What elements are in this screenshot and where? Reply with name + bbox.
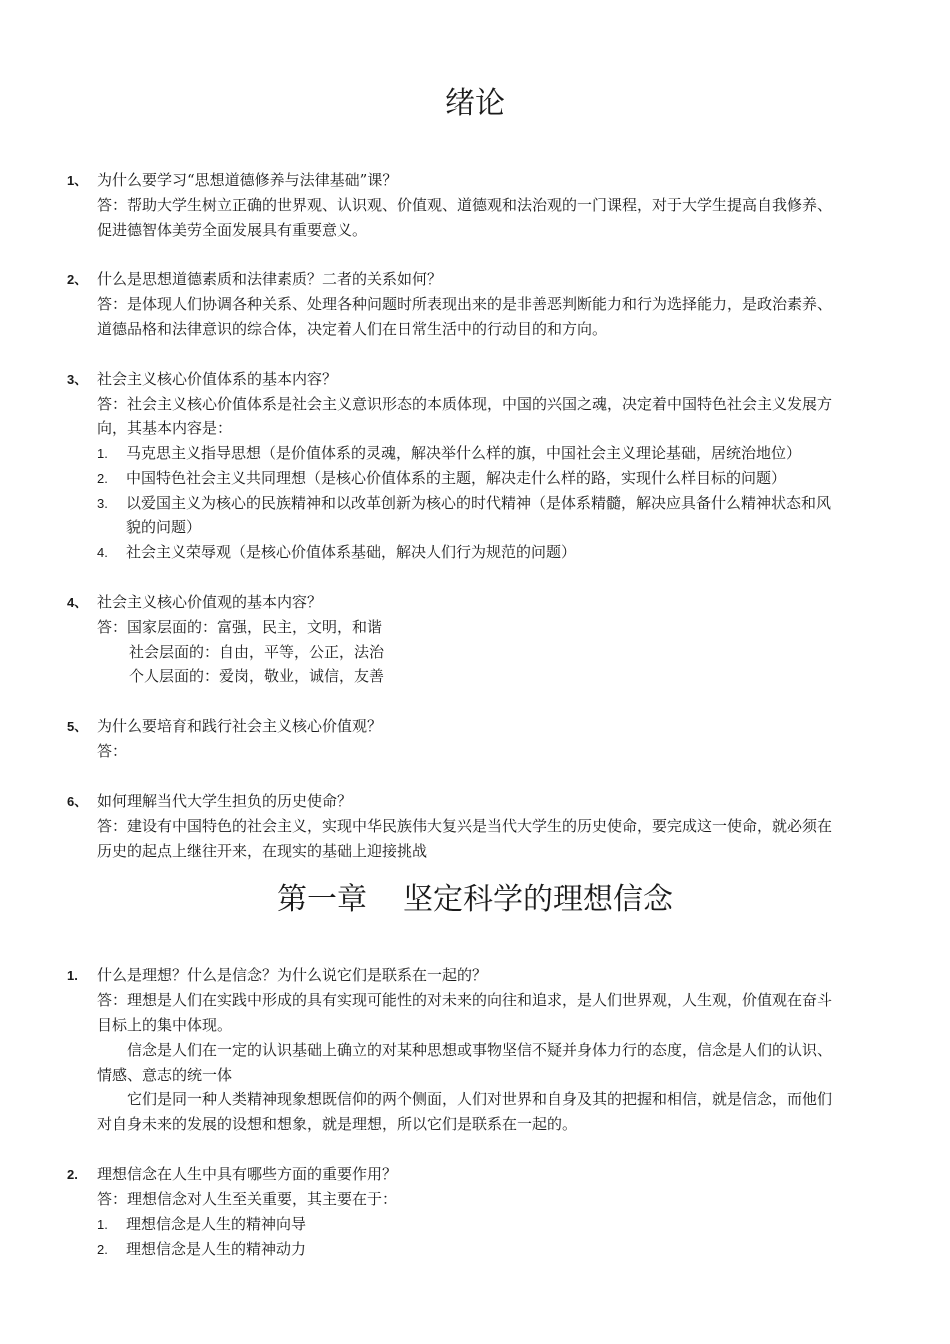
- intro-question-2: [0, 267, 950, 292]
- list-number: 1.: [97, 1217, 108, 1232]
- question-text: 为什么要培育和践行社会主义核心价值观？: [97, 717, 383, 735]
- answer-line: 答：是体现人们协调各种关系、处理各种问题时所表现出来的是非善恶判断能力和行为选择能力，是政治素养、: [97, 295, 833, 313]
- question-text: 社会主义核心价值观的基本内容？: [97, 593, 323, 611]
- question-number: 3、: [67, 372, 88, 387]
- answer-paragraph-line: 它们是同一种人类精神现象想既信仰的两个侧面，人们对世界和自身及其的把握和相信，就是信念，而他们: [127, 1090, 833, 1108]
- answer-line: 目标上的集中体现。: [97, 1016, 233, 1034]
- list-text: 社会主义荣辱观（是核心价值体系基础，解决人们行为规范的问题）: [126, 543, 577, 561]
- question-number: 2、: [67, 272, 88, 287]
- question-number: 1、: [67, 173, 88, 188]
- answer-line: 促进德智体美劳全面发展具有重要意义。: [97, 221, 368, 239]
- list-number: 2.: [97, 471, 108, 486]
- chapter1-question-1: [0, 963, 950, 988]
- answer-line: 道德品格和法律意识的综合体，决定着人们在日常生活中的行动目的和方向。: [97, 320, 608, 338]
- answer-line: 向，其基本内容是：: [97, 419, 233, 437]
- list-text: 中国特色社会主义共同理想（是核心价值体系的主题，解决走什么样的路，实现什么样目标的问题）: [126, 469, 787, 487]
- list-number: 4.: [97, 545, 108, 560]
- question-text: 为什么要学习“思想道德修养与法律基础”课？: [97, 171, 398, 189]
- answer-paragraph-line: 信念是人们在一定的认识基础上确立的对某种思想或事物坚信不疑并身体力行的态度，信念是人们的认识、: [127, 1041, 833, 1059]
- list-number: 2.: [97, 1242, 108, 1257]
- chapter-title: 坚定科学的理想信念: [403, 882, 673, 917]
- list-text: 貌的问题）: [126, 518, 202, 536]
- question-number: 2.: [67, 1167, 78, 1182]
- question-number: 4、: [67, 595, 88, 610]
- answer-line: 答：帮助大学生树立正确的世界观、认识观、价值观、道德观和法治观的一门课程，对于大学生提高自我修养、: [97, 196, 833, 214]
- list-text: 马克思主义指导思想（是价值体系的灵魂，解决举什么样的旗，中国社会主义理论基础，居统治地位）: [126, 444, 802, 462]
- question-text: 什么是思想道德素质和法律素质？二者的关系如何？: [97, 270, 443, 288]
- list-number: 3.: [97, 496, 108, 511]
- intro-question-1: [0, 168, 950, 193]
- question-text: 社会主义核心价值体系的基本内容？: [97, 370, 338, 388]
- question-number: 5、: [67, 719, 88, 734]
- question-number: 6、: [67, 794, 88, 809]
- answer-line: 社会层面的：自由，平等，公正，法治: [129, 643, 385, 661]
- chapter-number: 第一章: [277, 882, 367, 917]
- chapter1-heading: [0, 880, 950, 920]
- answer-line: 答：建设有中国特色的社会主义，实现中华民族伟大复兴是当代大学生的历史使命，要完成这一使命，就必须在: [97, 817, 833, 835]
- intro-question-5: [0, 714, 950, 739]
- list-text: 理想信念是人生的精神动力: [126, 1240, 307, 1258]
- answer-line: 答：: [97, 742, 128, 760]
- question-text: 理想信念在人生中具有哪些方面的重要作用？: [97, 1165, 398, 1183]
- answer-line: 历史的起点上继往开来，在现实的基础上迎接挑战: [97, 842, 428, 860]
- question-text: 什么是理想？什么是信念？为什么说它们是联系在一起的？: [97, 966, 488, 984]
- intro-question-3: [0, 367, 950, 392]
- list-text: 以爱国主义为核心的民族精神和以改革创新为核心的时代精神（是体系精髓，解决应具备什么精神状态和风: [126, 494, 832, 512]
- answer-line: 个人层面的：爱岗，敬业，诚信，友善: [129, 667, 385, 685]
- question-number: 1.: [67, 968, 78, 983]
- answer-line: 答：理想是人们在实践中形成的具有实现可能性的对未来的向往和追求，是人们世界观，人生观，价值观在奋斗: [97, 991, 833, 1009]
- list-text: 理想信念是人生的精神向导: [126, 1215, 307, 1233]
- intro-question-6: [0, 789, 950, 814]
- answer-paragraph-line: 对自身未来的发展的设想和想象，就是理想，所以它们是联系在一起的。: [97, 1115, 578, 1133]
- answer-line: 答：社会主义核心价值体系是社会主义意识形态的本质体现，中国的兴国之魂，决定着中国特色社会主义发展方: [97, 395, 833, 413]
- list-number: 1.: [97, 446, 108, 461]
- answer-line: 答：国家层面的：富强，民主，文明，和谐: [97, 618, 383, 636]
- answer-paragraph-line: 情感、意志的统一体: [97, 1066, 233, 1084]
- answer-line: 答：理想信念对人生至关重要，其主要在于：: [97, 1190, 398, 1208]
- intro-question-4: [0, 590, 950, 615]
- chapter1-question-2: [0, 1162, 950, 1187]
- intro-heading: 绪论: [445, 86, 505, 121]
- question-text: 如何理解当代大学生担负的历史使命？: [97, 792, 353, 810]
